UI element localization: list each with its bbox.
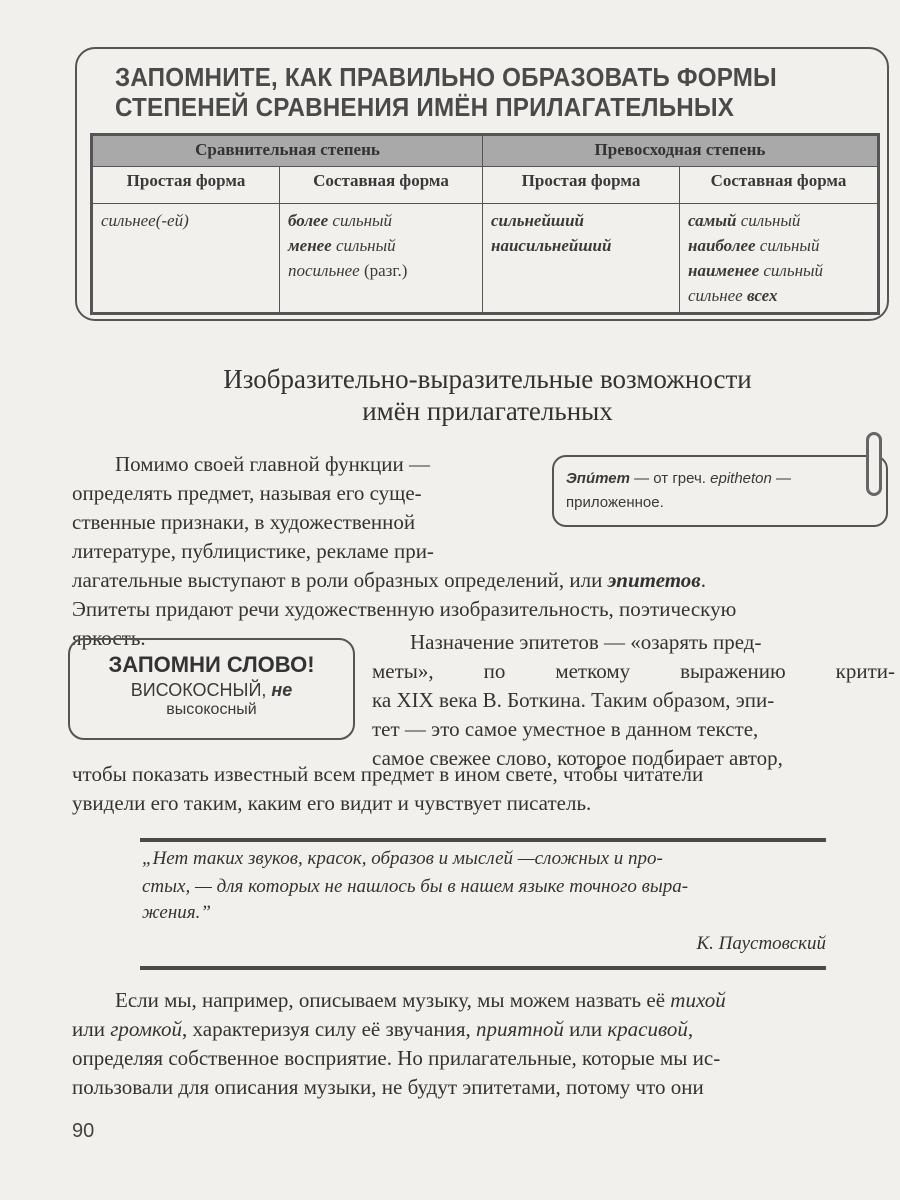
remember-word-box: ЗАПОМНИ СЛОВО! ВИСОКОСНЫЙ, не высокосный — [68, 638, 355, 740]
paragraph-line: пользовали для описания музыки, не будут эпитетами, потому что они — [72, 1075, 704, 1099]
quote-author: К. Паустовский — [696, 933, 826, 954]
subheader: Составная форма — [280, 167, 483, 204]
form: менее сильный — [288, 236, 396, 255]
memo-title: ЗАПОМНИ СЛОВО! — [108, 652, 315, 677]
section-heading: имён прилагательных — [362, 396, 613, 426]
paragraph-line: Если мы, например, описываем музыку, мы можем назвать её тихой — [115, 988, 726, 1012]
rule-box-title-line: ЗАПОМНИТЕ, КАК ПРАВИЛЬНО ОБРАЗОВАТЬ ФОРМЫ — [115, 62, 777, 92]
section-heading: Изобразительно-выразительные возможности — [223, 364, 752, 394]
paragraph-line: тет — это самое уместное в данном тексте, — [372, 717, 759, 741]
paragraph-line: самое свежее слово, которое подбирает автор, — [372, 746, 783, 770]
etymology-note: Эпи́тет — от греч. epitheton — приложенное. — [552, 455, 888, 527]
term: Эпи́тет — [566, 470, 630, 487]
quote-rule-bottom — [140, 966, 826, 970]
quote-line: „Нет таких звуков, красок, образов и мыслей —сложных и про- — [142, 848, 663, 869]
group-header-comparative: Сравнительная степень — [92, 135, 483, 167]
memo-wrong: высокосный — [166, 701, 257, 718]
memo-word: ВИСОКОСНЫЙ, — [130, 680, 267, 700]
group-header-superlative: Превосходная степень — [483, 135, 879, 167]
paragraph-line: Эпитеты придают речи художественную изобразительность, поэтическую — [72, 597, 737, 621]
rule-box-title-line: СТЕПЕНЕЙ СРАВНЕНИЯ ИМЁН ПРИЛАГАТЕЛЬНЫХ — [115, 92, 735, 122]
paragraph-line: определять предмет, называя его суще- — [72, 481, 422, 505]
note-line: приложенное. — [566, 494, 664, 511]
paragraph-line: лагательные выступают в роли образных определений, или эпитетов. — [72, 568, 706, 592]
form: наисильнейший — [491, 236, 612, 255]
paragraph-line: меты», по меткому выражению крити- — [372, 659, 895, 683]
form: сильнейший — [491, 211, 585, 230]
paragraph-line: Помимо своей главной функции — — [115, 452, 430, 476]
subheader: Составная форма — [680, 167, 879, 204]
quote-line: жения.” — [142, 902, 211, 923]
comparative-compound-cell — [280, 204, 483, 314]
form: самый сильный — [688, 211, 801, 230]
paragraph-line: литературе, публицистике, рекламе при- — [72, 539, 434, 563]
paperclip-icon — [866, 432, 882, 496]
comparative-simple-cell — [92, 204, 280, 314]
subheader: Простая форма — [92, 167, 280, 204]
term-epithets: эпитетов — [607, 568, 701, 592]
form: сильнее всех — [688, 286, 778, 305]
paragraph-line: Назначение эпитетов — «озарять пред- — [410, 630, 762, 654]
paragraph-line: ка XIX века В. Боткина. Таким образом, эпи- — [372, 688, 775, 712]
paragraph-line: чтобы показать известный всем предмет в ином свете, чтобы читатели — [72, 762, 704, 786]
superlative-simple-cell — [483, 204, 680, 314]
paragraph-line: определяя собственное восприятие. Но прилагательные, которые мы ис- — [72, 1046, 721, 1070]
form: более сильный — [288, 211, 393, 230]
paragraph-line: или громкой, характеризуя силу её звучания, приятной или красивой, — [72, 1017, 694, 1041]
subheader: Простая форма — [483, 167, 680, 204]
paragraph-line: увидели его таким, каким его видит и чувствует писатель. — [72, 791, 592, 815]
page-number: 90 — [72, 1120, 95, 1142]
form: посильнее (разг.) — [288, 261, 408, 280]
form: сильнее(-ей) — [101, 211, 189, 230]
paragraph-line: ственные признаки, в художественной — [72, 510, 416, 534]
form: наиболее сильный — [688, 236, 820, 255]
comparison-degrees-table — [90, 133, 880, 315]
superlative-compound-cell — [680, 204, 879, 314]
quote-line: стых, — для которых не нашлось бы в нашем языке точного выра- — [142, 876, 689, 897]
form: наименее сильный — [688, 261, 824, 280]
quote-rule-top — [140, 838, 826, 842]
paragraph-line: яркость. — [72, 626, 146, 650]
